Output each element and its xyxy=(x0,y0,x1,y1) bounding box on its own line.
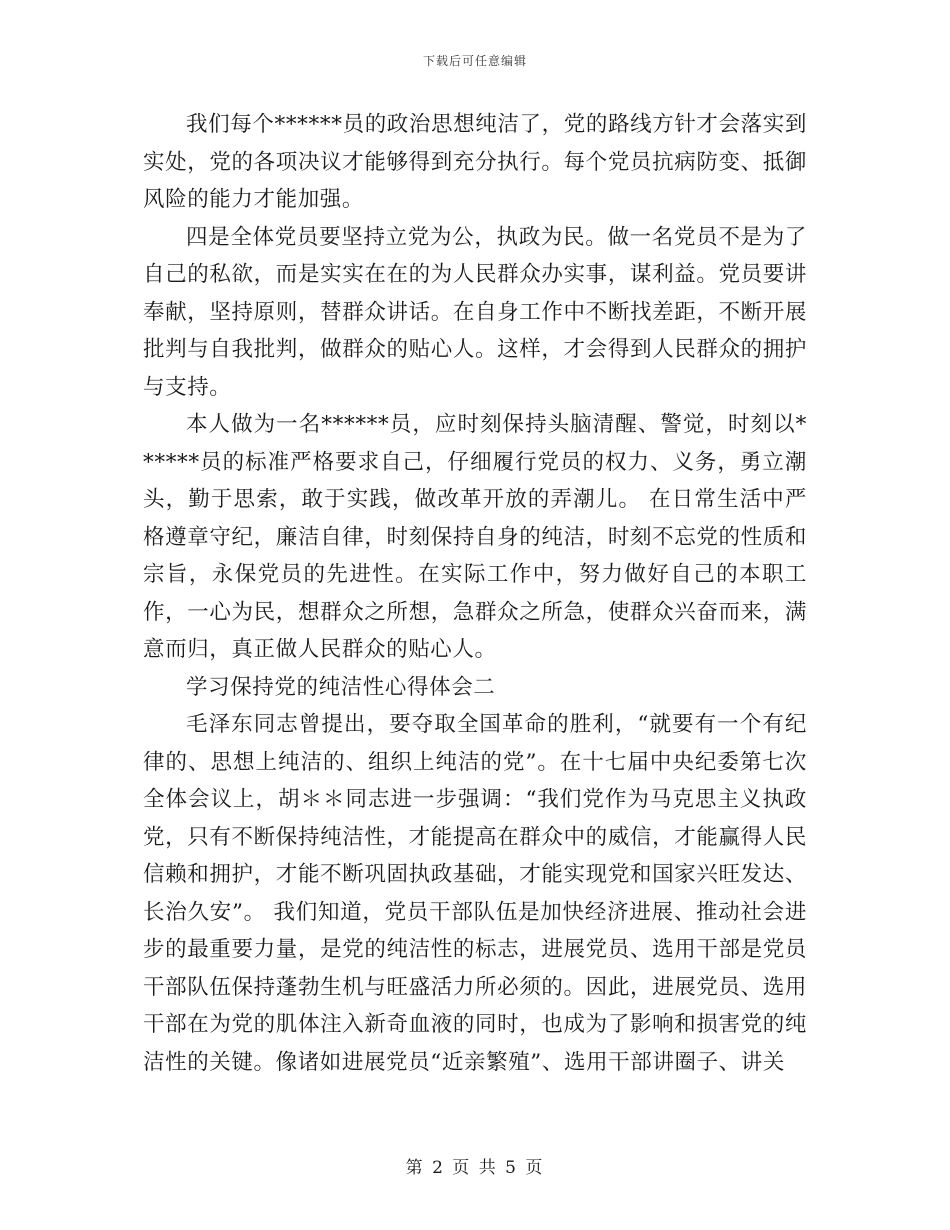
paragraph-3: 本人做为一名******员，应时刻保持头脑清醒、警觉，时刻以******员的标准严格要求自己，仔细履行党员的权力、义务，勇立潮头，勤于思索，敢于实践，做改革开放的弄潮儿。 在日常生活中严格遵章守纪，廉洁自律，时刻保持自身的纯洁，时刻不忘党的性质和宗旨，永保党员的先进性。在实际工作中，努力做好自己的本职工作，一心为民，想群众之所想，急群众之所急，使群众兴奋而来，满意而归，真正做人民群众的贴心人。 xyxy=(143,412,807,662)
document-body xyxy=(143,106,807,1081)
section-heading: 学习保持党的纯洁性心得体会二 xyxy=(186,674,496,700)
page-number-footer: 第 2 页 共 5 页 xyxy=(405,1158,545,1178)
paragraph-4: 毛泽东同志曾提出，要夺取全国革命的胜利，“就要有一个有纪律的、思想上纯洁的、组织上纯洁的党”。在十七届中央纪委第七次全体会议上，胡＊＊同志进一步强调：“我们党作为马克思主义执政党，只有不断保持纯洁性，才能提高在群众中的威信，才能赢得人民信赖和拥护，才能不断巩固执政基础，才能实现党和国家兴旺发达、长治久安”。 我们知道，党员干部队伍是加快经济进展、推动社会进步的最重要力量，是党的纯洁性的标志，进展党员、选用干部是党员干部队伍保持蓬勃生机与旺盛活力所必须的。因此，进展党员、选用干部在为党的肌体注入新奇血液的同时，也成为了影响和损害党的纯洁性的关键。像诸如进展党员“近亲繁殖”、选用干部讲圈子、讲关 xyxy=(143,712,807,1075)
paragraph-2: 四是全体党员要坚持立党为公，执政为民。做一名党员不是为了自己的私欲，而是实实在在的为人民群众办实事，谋利益。党员要讲奉献，坚持原则，替群众讲话。在自身工作中不断找差距，不断开展批判与自我批判，做群众的贴心人。这样，才会得到人民群众的拥护与支持。 xyxy=(143,224,807,400)
paragraph-1: 我们每个******员的政治思想纯洁了，党的路线方针才会落实到实处，党的各项决议才能够得到充分执行。每个党员抗病防变、抵御风险的能力才能加强。 xyxy=(143,112,807,212)
page-header: 下载后可任意编辑 xyxy=(422,54,527,68)
